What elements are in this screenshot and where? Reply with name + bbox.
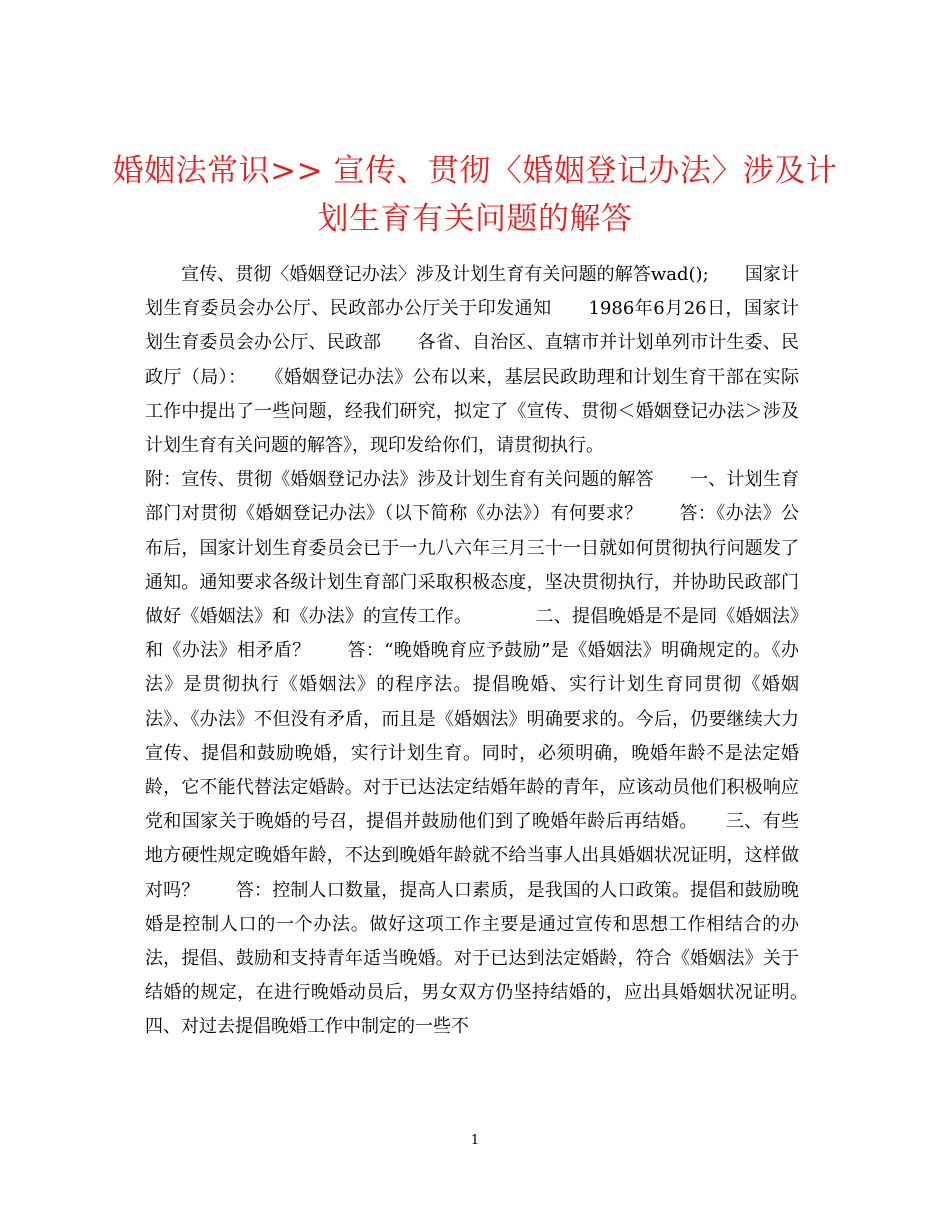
document-body xyxy=(145,258,835,1045)
document-title: 婚姻法常识>> 宣传、贯彻〈婚姻登记办法〉涉及计划生育有关问题的解答 xyxy=(112,152,838,237)
paragraph-appendix: 附：宣传、贯彻《婚姻登记办法》涉及计划生育有关问题的解答 一、计划生育部门对贯彻《婚姻登记办法》（以下简称《办法》）有何要求？ 答：《办法》公布后，国家计划生育委员会已于一九八六年三月三十一日就如何贯彻执行问题发了通知。通知要求各级计划生育部门采取积极态度，坚决贯彻执行，并协助民政部门做好《婚姻法》和《办法》的宣传工作。 二、提倡晚婚是不是同《婚姻法》和《办法》相矛盾？ 答：“晚婚晚育应予鼓励”是《婚姻法》明确规定的。《办法》是贯彻执行《婚姻法》的程序法。提倡晚婚、实行计划生育同贯彻《婚姻法》、《办法》不但没有矛盾，而且是《婚姻法》明确要求的。今后，仍要继续大力宣传、提倡和鼓励晚婚，实行计划生育。同时，必须明确，晚婚年龄不是法定婚龄，它不能代替法定婚龄。对于已达法定结婚年龄的青年，应该动员他们积极响应党和国家关于晚婚的号召，提倡并鼓励他们到了晚婚年龄后再结婚。 三、有些地方硬性规定晚婚年龄，不达到晚婚年龄就不给当事人出具婚姻状况证明，这样做对吗？ 答：控制人口数量，提高人口素质，是我国的人口政策。提倡和鼓励晚婚是控制人口的一个办法。做好这项工作主要是通过宣传和思想工作相结合的办法，提倡、鼓励和支持青年适当晚婚。对于已达到法定婚龄，符合《婚姻法》关于结婚的规定，在进行晚婚动员后，男女双方仍坚持结婚的，应出具婚姻状况证明。 四、对过去提倡晚婚工作中制定的一些不 xyxy=(145,469,835,1038)
page-number: 1 xyxy=(470,1133,480,1148)
paragraph-intro: 宣传、贯彻〈婚姻登记办法〉涉及计划生育有关问题的解答wad(); 国家计划生育委员会办公厅、民政部办公厅关于印发通知 1986年6月26日，国家计划生育委员会办公厅、民政部 各省、自治区、直辖市并计划单列市计生委、民政厅（局）： 《婚姻登记办法》公布以来，基层民政助理和计划生育干部在实际工作中提出了一些问题，经我们研究，拟定了《宣传、贯彻＜婚姻登记办法＞涉及计划生育有关问题的解答》，现印发给你们，请贯彻执行。 xyxy=(145,264,799,457)
